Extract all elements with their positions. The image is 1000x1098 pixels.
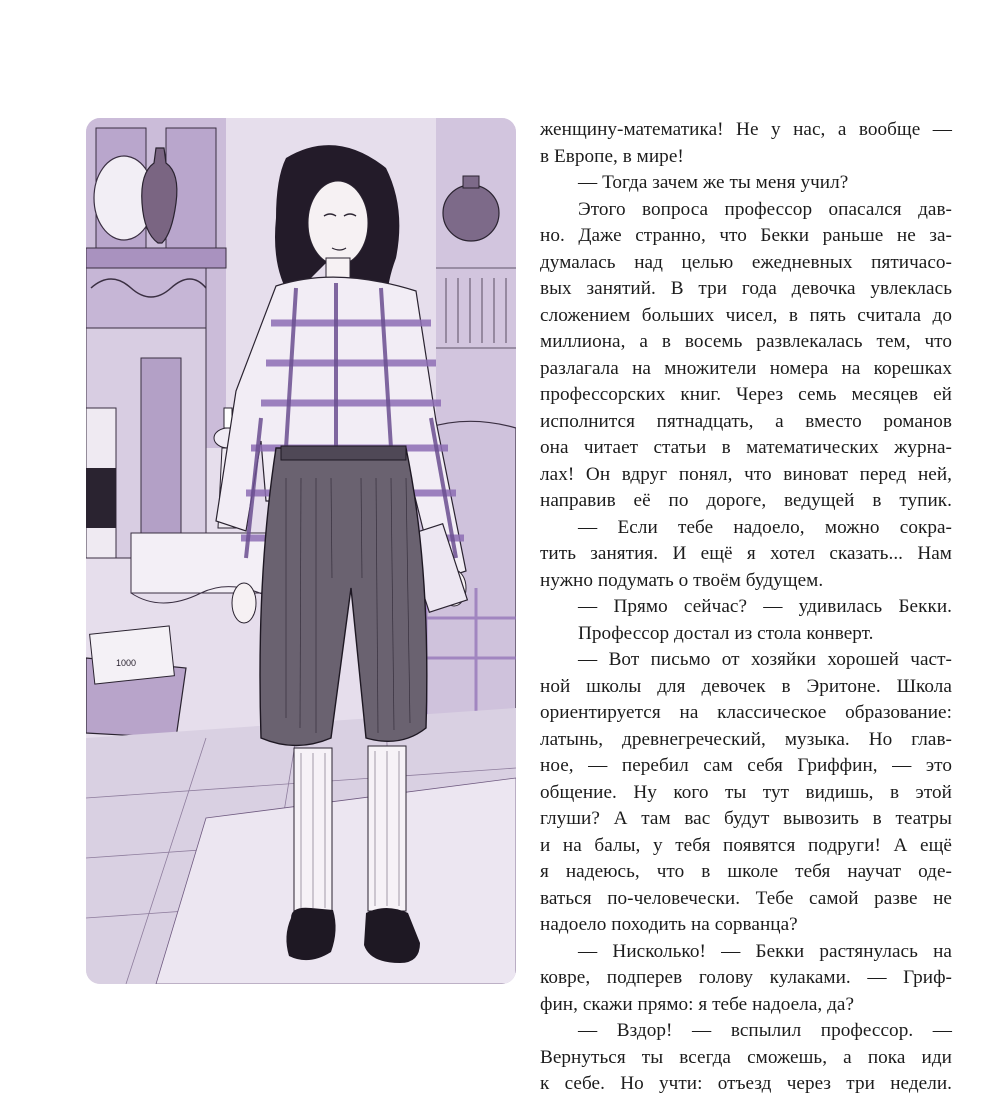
text-line: женщину-математика! Не у нас, а вообще — xyxy=(540,119,952,140)
text-line: фин, скажи прямо: я тебе надоела, да? xyxy=(540,993,855,1015)
text-line: миллиона, а в восемь развлекалась тем, что xyxy=(540,331,952,352)
book-illustration xyxy=(86,118,516,984)
text-line: разлагала на множители номера на корешках xyxy=(540,357,952,379)
text-line: Профессор достал из стола конверт. xyxy=(578,622,874,644)
text-line: она читает статьи в математических журна- xyxy=(540,437,952,458)
text-line: Вернуться ты всегда сможешь, а пока иди xyxy=(540,1046,952,1068)
text-line: тить занятия. И ещё я хотел сказать... Нам xyxy=(540,543,952,564)
book-label: 1000 xyxy=(116,658,137,668)
text-line: профессорских книг. Через семь месяцев ей xyxy=(540,384,952,405)
text-line: вых занятий. В три года девочка увлеклась xyxy=(540,278,952,299)
text-line: латынь, древнегреческий, музыка. Но глав- xyxy=(540,728,952,750)
text-line: надоело походить на сорванца? xyxy=(540,914,798,935)
text-line: — Тогда зачем же ты меня учил? xyxy=(578,172,849,193)
text-line: глуши? А там вас будут вывозить в театры xyxy=(540,808,952,829)
text-line: ной школы для девочек в Эритоне. Школа xyxy=(540,675,952,697)
text-line: — Вздор! — вспылил профессор. — xyxy=(578,1020,952,1041)
text-line: в Европе, в мире! xyxy=(540,145,684,167)
text-line: думалась над целью ежедневных пятичасо- xyxy=(540,251,952,273)
text-line: и на балы, у тебя появятся подруги! А ещё xyxy=(540,834,952,856)
text-line: ориентируется на классическое образование: xyxy=(540,702,952,723)
text-column xyxy=(540,117,952,1098)
text-line: я надеюсь, что в школе тебя научат оде- xyxy=(540,861,952,882)
illustration-artwork xyxy=(86,118,516,984)
text-line: направив её по дороге, ведущей в тупик. xyxy=(540,490,952,511)
text-line: ное, — перебил сам себя Гриффин, — это xyxy=(540,755,952,776)
text-line: — Вот письмо от хозяйки хорошей част- xyxy=(578,649,952,670)
text-line: ковре, подперев голову кулаками. — Гриф- xyxy=(540,967,952,988)
text-line: ваться по-человечески. Тебе самой разве не xyxy=(540,887,952,909)
text-line: лах! Он вдруг понял, что виноват перед ней, xyxy=(540,463,952,485)
text-line: но. Даже странно, что Бекки раньше не за- xyxy=(540,225,952,246)
text-line: сложением больших чисел, в пять считала до xyxy=(540,304,952,326)
text-line: Этого вопроса профессор опасался дав- xyxy=(578,198,952,220)
text-line: — Если тебе надоело, можно сокра- xyxy=(578,516,952,538)
text-line: общение. Ну кого ты тут видишь, в этой xyxy=(540,781,952,803)
text-line: к себе. Но учти: отъезд через три недели. xyxy=(540,1073,952,1094)
text-line: нужно подумать о твоём будущем. xyxy=(540,569,824,591)
text-line: — Прямо сейчас? — удивилась Бекки. xyxy=(578,596,952,617)
text-line: исполнится пятнадцать, а вместо романов xyxy=(540,410,952,432)
text-line: — Нисколько! — Бекки растянулась на xyxy=(578,940,952,962)
